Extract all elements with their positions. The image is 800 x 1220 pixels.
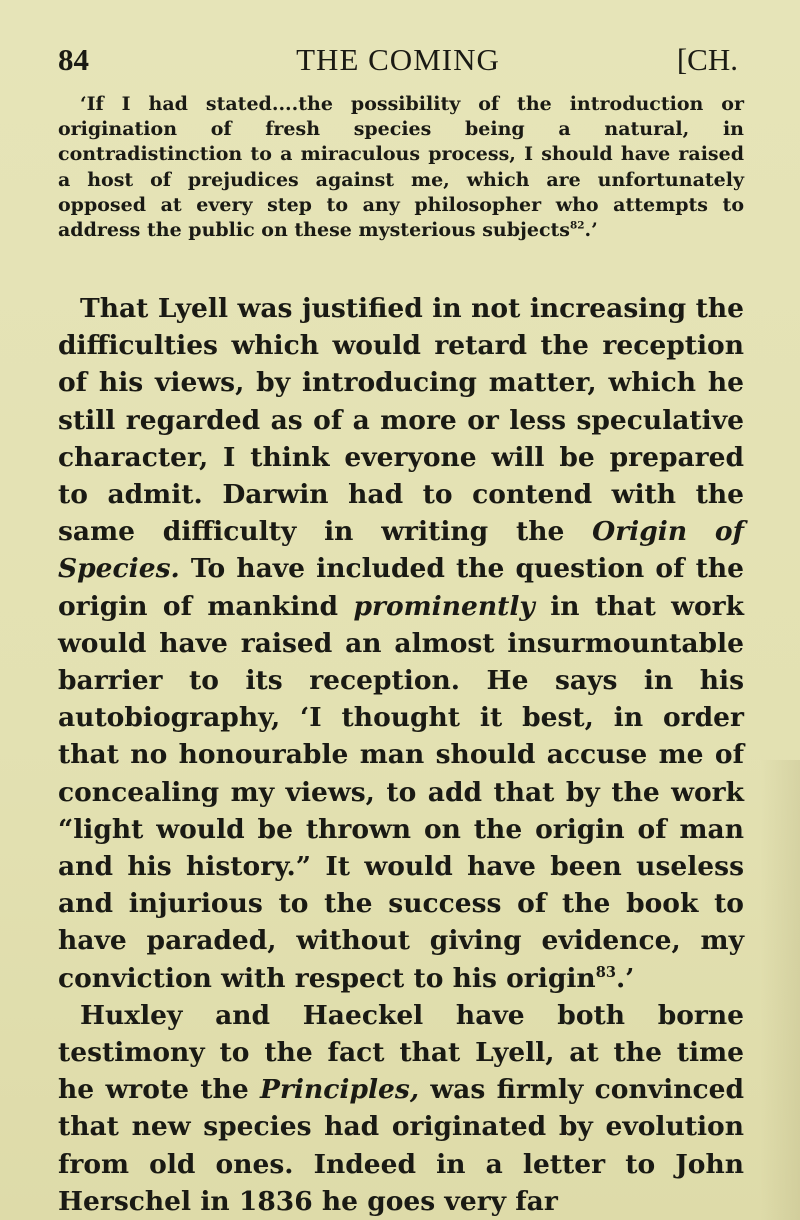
- quote-text: ‘If I had stated....the possibility of the introduction or origination of fresh species being a natural, in contradistinction to a miraculous process, I should have raised a host of prejudices against me, which are unfortunately opposed at every step to any philosopher who attempts to address the public on these mysterious subjects$^{82}$.’: [58, 93, 744, 242]
- chapter-marker: [CH.: [676, 42, 738, 77]
- running-title: THE COMING: [296, 42, 500, 77]
- footnote-ref-82: 82: [570, 219, 585, 232]
- emphasis-prominently: prominently: [353, 590, 535, 622]
- book-title-principles: Principles,: [260, 1074, 420, 1106]
- paragraph-2: Huxley and Haeckel have both borne testimony to the fact that Lyell, at the time he wrote the Principles, was firmly convinced that new species had originated by evolution from old ones. Indeed in a letter to John Herschel in 1836 he goes very far: [58, 999, 744, 1217]
- book-title-origin: Origin of Species.: [58, 516, 744, 585]
- footnote-ref-83: 83: [595, 963, 616, 981]
- body-text: [58, 290, 744, 1220]
- paragraph-1: That Lyell was justified in not increasing the difficulties which would retard the reception of his views, by introducing matter, which he still regarded as of a more or less speculative character, I think everyone will be prepared to admit. Darwin had to contend with the same difficulty in writing the Origin of Species. To have included the question of the origin of mankind prominently in that work would have raised an almost insurmountable barrier to its reception. He says in his autobiography, ‘I thought it best, in order that no honourable man should accuse me of concealing my views, to add that by the work “light would be thrown on the origin of man and his history.” It would have been useless and injurious to the success of the book to have paraded, without giving evidence, my conviction with respect to his origin$^{83}$.’: [58, 293, 744, 994]
- page-number: 84: [58, 42, 89, 77]
- block-quote: [58, 92, 744, 243]
- page-edge-shadow: [760, 760, 800, 1220]
- running-header: [58, 42, 738, 82]
